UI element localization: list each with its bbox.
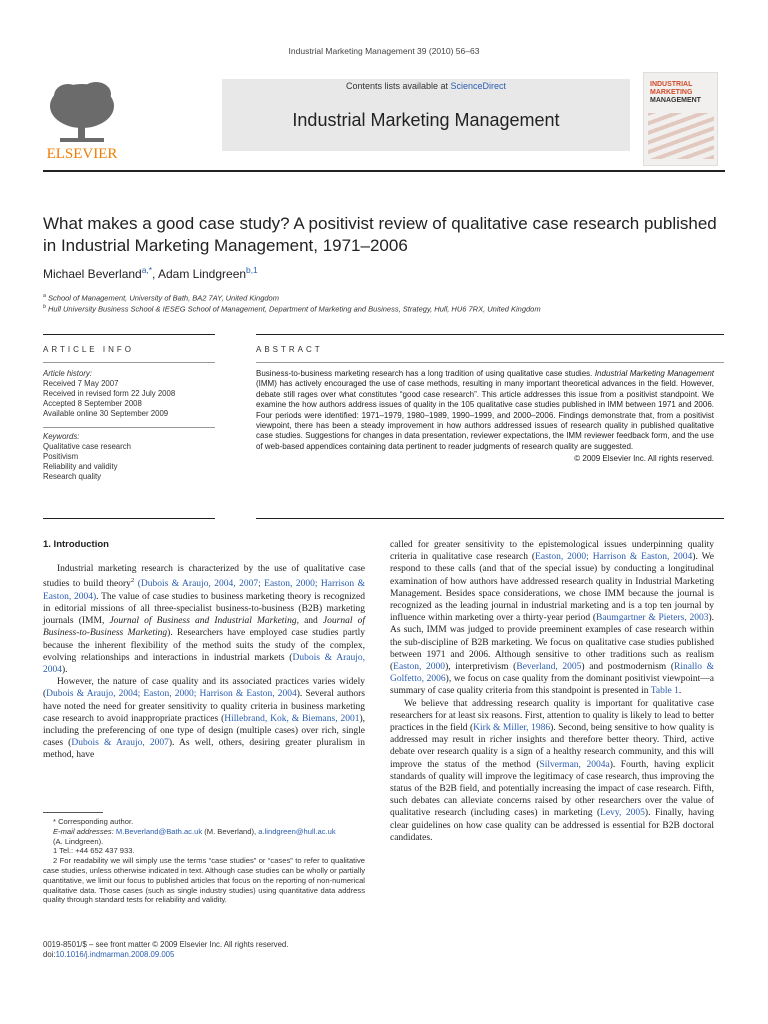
email-link-beverland[interactable]: M.Beverland@Bath.ac.uk bbox=[115, 826, 203, 836]
journal-name: Journal of Business-to-Business Marketing bbox=[43, 616, 365, 639]
sciencedirect-link[interactable]: ScienceDirect bbox=[450, 81, 507, 91]
affil-b-text: Hull University Business School & IESEG School of Management, Department of Marketing and Business, Strategy, Hull, HU6 7RX, United Kingdom bbox=[48, 304, 541, 314]
front-matter bbox=[43, 940, 373, 960]
table-link[interactable]: Table 1 bbox=[650, 686, 679, 697]
cover-line-3: MANAGEMENT bbox=[650, 97, 701, 104]
citation-link[interactable]: Baumgartner & Pieters, 2003 bbox=[596, 613, 709, 624]
contents-line bbox=[222, 81, 630, 91]
article-history bbox=[43, 369, 215, 482]
citation-link[interactable]: Kirk & Miller, 1986 bbox=[473, 723, 551, 734]
doi-label: doi: bbox=[43, 950, 56, 959]
citation-link[interactable]: Rinallo & Golfetto, 2006 bbox=[390, 662, 714, 685]
text-run: called for greater sensitivity to the epistemological issues underpinning quality criteria in qualitative case research ( bbox=[390, 540, 714, 563]
footnote-emails bbox=[43, 827, 365, 847]
citation-link[interactable]: Easton, 2000 bbox=[393, 662, 446, 673]
left-column bbox=[43, 539, 365, 762]
abstract-rule-bottom bbox=[256, 518, 724, 519]
citation-link[interactable]: Levy, 2005 bbox=[600, 808, 645, 819]
intro-paragraph-1 bbox=[43, 563, 365, 676]
email-owner: (M. Beverland), bbox=[202, 826, 259, 836]
author-separator: , bbox=[151, 267, 158, 281]
footnote-corresponding: * Corresponding author. bbox=[53, 817, 134, 826]
footnote-ref[interactable]: 2 bbox=[130, 577, 135, 585]
publisher-name: ELSEVIER bbox=[46, 146, 118, 162]
right-paragraph-2 bbox=[390, 698, 714, 844]
text-run: ). Finally, having clear guidelines on how case quality can be addressed is essential for B2B doctoral candidates. bbox=[390, 808, 715, 843]
keyword-item: Reliability and validity bbox=[43, 462, 118, 471]
footnotes bbox=[43, 817, 365, 905]
affil-b-mark: b bbox=[43, 304, 46, 310]
history-received: Received 7 May 2007 bbox=[43, 379, 119, 388]
keyword-item: Research quality bbox=[43, 472, 102, 481]
issn-line: 0019-8501/$ – see front matter © 2009 Elsevier Inc. All rights reserved. bbox=[43, 940, 289, 949]
text-run: Industrial marketing research is characterized by the use of qualitative case studies to build theory bbox=[43, 564, 365, 590]
text-run: However, the nature of case quality and its associated practices varies widely ( bbox=[43, 677, 365, 700]
footnote-2: 2 For readability we will simply use the terms “case studies” or “cases” to refer to qualitative case studies, unless otherwise indicated in text. Although case studies can be wholly or partially quantitative, we limit our focus to published articles that focus on the reporting of non-numerical qualitative data. Those cases (such as single industry studies) using quantitative data address quality through standard tests for reliability and validity. bbox=[43, 856, 365, 905]
citation-link[interactable]: Beverland, 2005 bbox=[516, 662, 582, 673]
history-online: Available online 30 September 2009 bbox=[43, 409, 169, 418]
history-label: Article history: bbox=[43, 369, 92, 378]
doi-line bbox=[43, 950, 373, 960]
affiliation-a bbox=[43, 293, 279, 303]
citation-link[interactable]: Dubois & Araujo, 2004; Easton, 2000; Harrison & Easton, 2004 bbox=[46, 689, 297, 700]
citation-link[interactable]: Easton, 2000; Harrison & Easton, 2004 bbox=[535, 552, 693, 563]
affil-a-text: School of Management, University of Bath, BA2 7AY, United Kingdom bbox=[48, 293, 279, 303]
email-link-lindgreen[interactable]: a.lindgreen@hull.ac.uk bbox=[258, 826, 336, 836]
info-divider bbox=[43, 427, 215, 428]
affiliation-b bbox=[43, 304, 541, 314]
article-info-heading: ARTICLE INFO bbox=[43, 345, 134, 354]
text-run: ). Second, being sensitive to how quality is addressed may result in richer insights and therefore better theory. Third, active debate over research quality is a sign of a healthy research community, and this will improve the status of the method ( bbox=[390, 723, 715, 770]
abstract-rule-top bbox=[256, 334, 724, 335]
text-run: ), including the preferencing of one type of design (multiple cases) over rich, single cases ( bbox=[43, 713, 366, 749]
text-run: . The value of case studies to business marketing theory is recognized in editorial missions of all three-specialist business-to-business (B2B) marketing journals (IMM, bbox=[43, 591, 365, 627]
text-run: . bbox=[678, 686, 682, 697]
abstract-copyright: © 2009 Elsevier Inc. All rights reserved. bbox=[574, 454, 714, 464]
author-lindgreen: Adam Lindgreen bbox=[157, 267, 247, 281]
cover-pattern bbox=[648, 113, 714, 159]
right-paragraph-1 bbox=[390, 539, 714, 698]
journal-name: Journal of Business and Industrial Marketing bbox=[109, 616, 297, 627]
abstract-text bbox=[256, 369, 714, 465]
history-revised: Received in revised form 22 July 2008 bbox=[43, 389, 176, 398]
info-rule-mid bbox=[43, 362, 215, 363]
keywords-label: Keywords: bbox=[43, 432, 80, 441]
cover-line-2: MARKETING bbox=[650, 89, 693, 96]
doi-link[interactable]: 10.1016/j.indmarman.2008.09.005 bbox=[55, 950, 175, 959]
text-run: , and bbox=[296, 616, 323, 627]
affil-a-mark: a bbox=[43, 293, 46, 299]
author-list bbox=[43, 265, 258, 281]
right-column bbox=[390, 539, 714, 844]
citation-link[interactable]: (Dubois & Araujo, 2004, 2007; Easton, 2000; Harrison & Easton, 2004) bbox=[43, 579, 366, 602]
abstract-part: Business-to-business marketing research has a long tradition of using qualitative case studies. bbox=[256, 369, 595, 378]
citation-link[interactable]: Dubois & Araujo, 2004 bbox=[43, 652, 365, 675]
text-run: ), interpretivism ( bbox=[445, 662, 517, 673]
text-run: ). bbox=[62, 664, 68, 675]
elsevier-tree-logo bbox=[40, 72, 124, 164]
contents-prefix: Contents lists available at bbox=[345, 81, 451, 91]
author1-marks[interactable]: a,* bbox=[141, 265, 152, 275]
text-run: ). Several authors have noted the need for greater sensitivity to quality criteria in business marketing case research to avoid inappropriate practices ( bbox=[43, 689, 365, 724]
text-run: We believe that addressing research quality is important for qualitative case researchers for at least six reasons. First, attention to quality is likely to lead to better practices in the field ( bbox=[390, 698, 714, 734]
history-accepted: Accepted 8 September 2008 bbox=[43, 399, 142, 408]
abstract-journal-name: Industrial Marketing Management bbox=[594, 369, 714, 378]
cover-line-1: INDUSTRIAL bbox=[650, 81, 693, 88]
email-label: E-mail addresses: bbox=[53, 826, 116, 836]
author2-marks[interactable]: b,1 bbox=[246, 265, 258, 275]
text-run: ). Fourth, having explicit standards of quality will improve the legitimacy of case research, thus improving the status of the B2B field, and potentially increasing the impact of case research. Fifth, such debates can alleviate concerns raised by other researchers over the value of qualitative research (including cases) in marketing ( bbox=[390, 759, 714, 819]
citation-link[interactable]: Dubois & Araujo, 2007 bbox=[71, 738, 169, 749]
abstract-heading: ABSTRACT bbox=[256, 345, 323, 354]
info-rule-bottom bbox=[43, 518, 215, 519]
text-run: ). As well, others, desiring greater pluralism in method, have bbox=[43, 738, 365, 761]
text-run: ). We respond to these calls (and that of the special issue) by conducting a longitudinal examination of how authors have addressed research quality in Industrial Marketing Management. Besides space considerations, we chose IMM because the journal is recognized as the leading journal in industrial marketing and is a top ten journal by influence within marketing over a thirty-year period ( bbox=[390, 552, 714, 624]
author-beverland: Michael Beverland bbox=[43, 267, 142, 281]
text-run: ), we focus on case quality from the dominant positivist viewpoint—a summary of case quality criteria from this standpoint is presented in bbox=[390, 674, 714, 697]
intro-paragraph-2 bbox=[43, 676, 365, 761]
citation-link[interactable]: Hillebrand, Kok, & Biemans, 2001 bbox=[224, 713, 360, 724]
abstract-part: (IMM) has actively encouraged the use of case methods, resulting in many important theoretical advances in the field. However, debate still rages over what constitutes “good case research”. This article addresses this issue from a positivist standpoint. We examine the how authors address issues of quality in the 105 qualitative case studies published in IMM between 1971 and 2006. Four periods were identified: 1971–1979, 1980–1989, 1990–1999, and 2000–2006. Findings demonstrate that, from a positivist viewpoint, there has been a steady improvement in how authors addressed issues of research quality in published qualitative case studies. Suggestions for changes in data presentation, reviewer expectations, the IMM reviewer feedback form, and the use of web-based appendices containing data pertinent to reader judgments of research quality are suggested. bbox=[256, 379, 714, 451]
journal-reference: Industrial Marketing Management 39 (2010) 56–63 bbox=[288, 46, 480, 56]
article-title: What makes a good case study? A positivist review of qualitative case research published in Industrial Marketing Management, 1971–2006 bbox=[43, 214, 717, 255]
journal-title: Industrial Marketing Management bbox=[292, 110, 560, 130]
text-run: ). As such, IMM was judged to provide preeminent examples of case research within the sub-discipline of B2B marketing. We focus on qualitative case studies published between 1971 and 2006. Although sensitive to other traditions such as realism ( bbox=[390, 613, 714, 673]
journal-cover-thumbnail bbox=[643, 72, 718, 166]
section-heading-introduction: 1. Introduction bbox=[43, 539, 109, 550]
abstract-rule-mid bbox=[256, 362, 724, 363]
text-run: ) and postmodernism ( bbox=[581, 662, 674, 673]
email-owner: (A. Lindgreen). bbox=[53, 836, 104, 846]
info-rule-top bbox=[43, 334, 215, 335]
header-rule bbox=[43, 170, 725, 172]
citation-link[interactable]: Silverman, 2004a bbox=[539, 759, 610, 770]
keyword-item: Positivism bbox=[43, 452, 79, 461]
footnote-rule bbox=[43, 812, 103, 813]
keyword-item: Qualitative case research bbox=[43, 442, 131, 451]
text-run: ). Researchers have employed case studies partly because the inherent flexibility of the method suits the study of the complex, evolving relationships and interactions in industrial markets ( bbox=[43, 628, 365, 663]
footnote-1: 1 Tel.: +44 652 437 933. bbox=[53, 846, 135, 856]
